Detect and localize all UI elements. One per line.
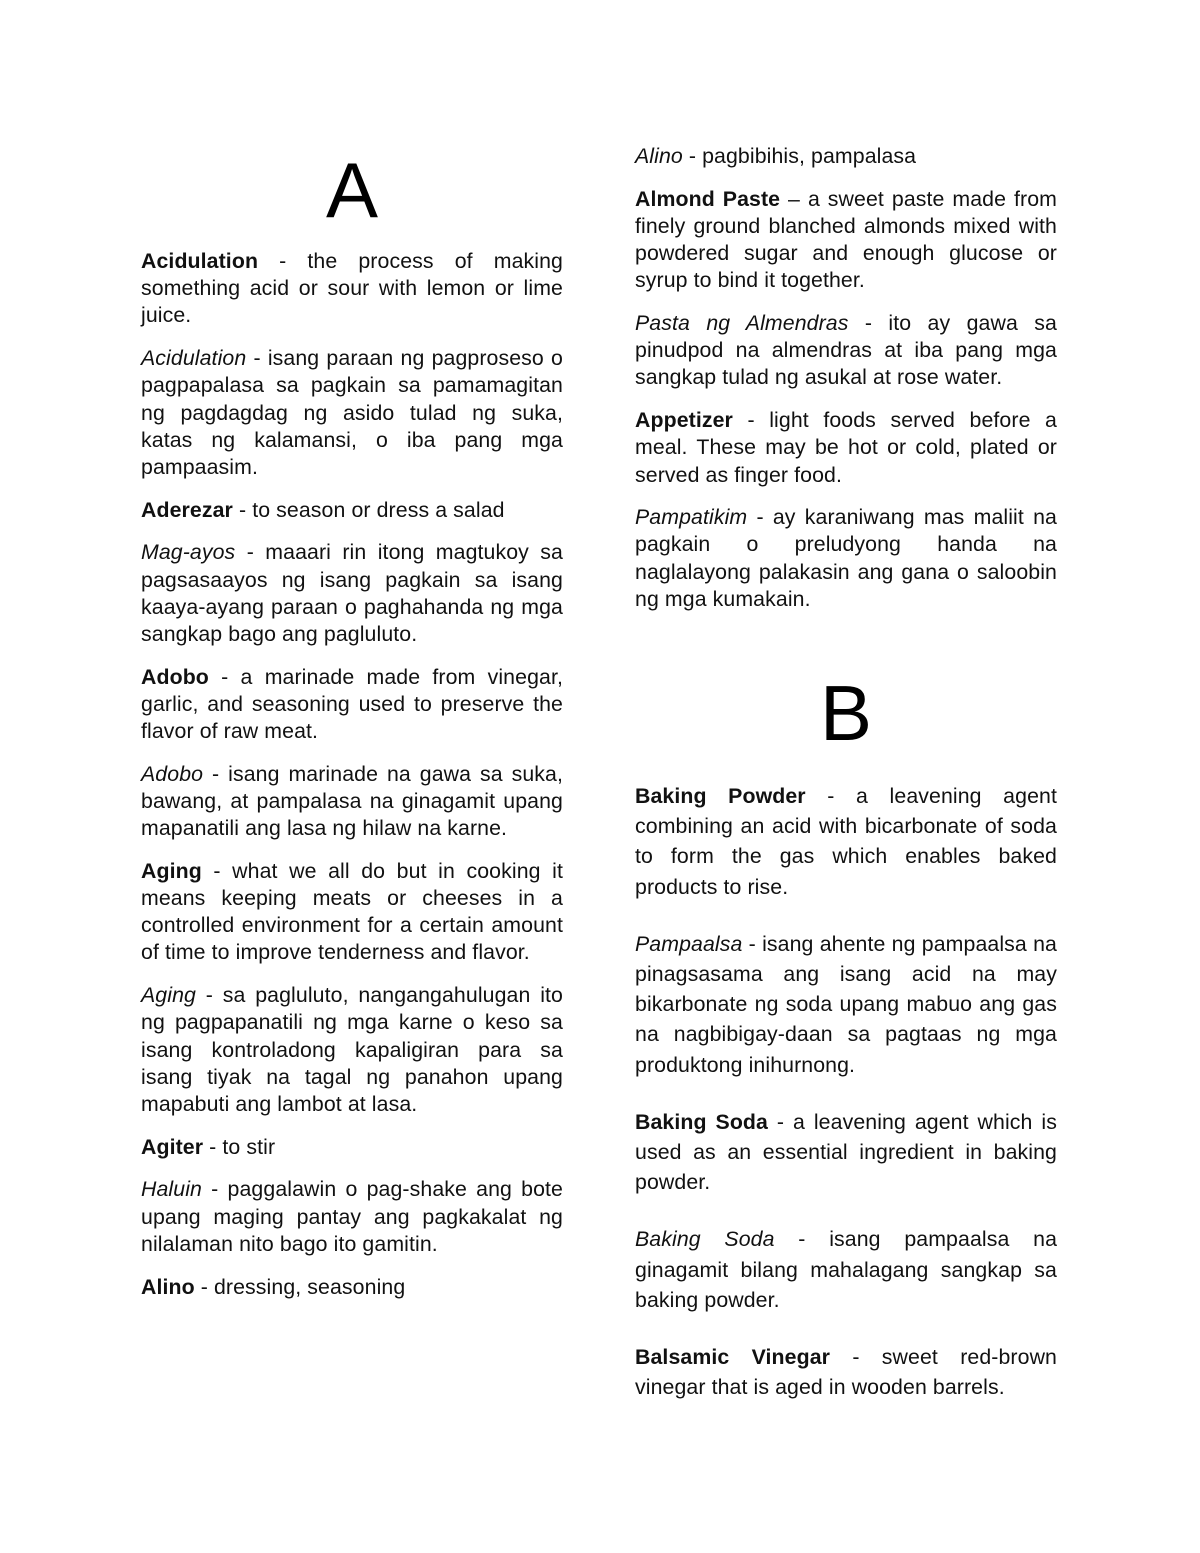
separator: -	[194, 1274, 214, 1299]
definition: paggalawin o pag-shake ang bote upang maging pantay ang pagkakalat ng nilalaman nito bago ito gamitin.	[141, 1177, 563, 1256]
glossary-entry	[635, 407, 1057, 489]
definition: ay karaniwang mas maliit na pagkain o preludyong handa na naglalayong palakasin ang gana o saloobin ng mga kumakain.	[635, 505, 1057, 611]
separator: -	[767, 1109, 793, 1134]
term: Mag-ayos	[141, 540, 236, 565]
term: Almond Paste	[635, 186, 781, 211]
term: Aderezar	[141, 497, 233, 522]
term: Acidulation	[141, 346, 247, 371]
term: Baking Soda	[635, 1227, 775, 1252]
glossary-entry	[141, 248, 563, 330]
separator: -	[830, 1345, 882, 1370]
definition: a sweet paste made from finely ground blanched almonds mixed with powdered sugar and enough glucose or syrup to bind it together.	[635, 186, 1057, 293]
glossary-entry-translation	[635, 504, 1057, 613]
term: Adobo	[141, 664, 209, 689]
left-column	[141, 146, 563, 1316]
term: Pampaalsa	[635, 931, 743, 956]
separator: -	[805, 784, 857, 808]
glossary-entry-translation	[635, 929, 1057, 1080]
glossary-entry-translation	[141, 1176, 563, 1258]
term: Alino	[635, 144, 683, 168]
separator: -	[742, 931, 763, 956]
term: Pasta ng Almendras	[635, 311, 849, 336]
definition: maaari rin itong magtukoy sa pagsasaayos ng isang pagkain sa isang kaaya-ayang paraan o paghahanda ng mga sangkap bago ang pagluluto.	[141, 540, 563, 646]
definition: isang paraan ng pagproseso o pagpapalasa sa pagkain sa pamamagitan ng pagdagdag ng asido tulad ng suka, katas ng kalamansi, o iba pang mga pampaasim.	[141, 346, 563, 479]
term: Alino	[141, 1274, 195, 1299]
separator: -	[848, 311, 889, 336]
glossary-entry	[635, 186, 1057, 295]
glossary-entry-translation	[635, 1224, 1057, 1315]
definition: isang pampaalsa na ginagamit bilang mahalagang sangkap sa baking powder.	[635, 1227, 1058, 1312]
glossary-entry-translation	[635, 143, 1057, 170]
glossary-entry	[635, 1342, 1057, 1402]
separator: -	[208, 664, 241, 689]
term: Haluin	[141, 1177, 202, 1202]
term: Baking Powder	[635, 784, 806, 808]
separator: -	[774, 1227, 830, 1252]
glossary-entry	[635, 1107, 1057, 1198]
glossary-entry	[141, 497, 563, 524]
separator: -	[732, 408, 770, 433]
definition: isang marinade na gawa sa suka, bawang, at pampalasa na ginagamit upang mapanatili ang lasa ng hilaw na karne.	[141, 761, 563, 841]
separator: -	[258, 249, 308, 273]
section-letter-a: A	[325, 146, 379, 234]
term: Balsamic Vinegar	[635, 1345, 831, 1370]
term: Appetizer	[635, 408, 733, 433]
glossary-entry-translation	[141, 761, 563, 843]
glossary-entry	[141, 1274, 563, 1301]
definition: a leavening agent which is used as an essential ingredient in baking powder.	[635, 1109, 1057, 1195]
glossary-entry	[141, 858, 563, 967]
definition: a leavening agent combining an acid with bicarbonate of soda to form the gas which enables baked products to rise.	[635, 784, 1057, 899]
glossary-entry-translation	[141, 345, 563, 481]
definition: light foods served before a meal. These may be hot or cold, plated or served as finger food.	[635, 408, 1057, 487]
definition: isang ahente ng pampaalsa na pinagsasama ang isang acid na may bikarbonate ng soda upang mabuo ang gas na nagbibigay-daan sa pagtaas ng mga produktong inihurnong.	[635, 931, 1057, 1077]
glossary-entry-translation	[635, 310, 1057, 392]
glossary-entry	[141, 664, 563, 746]
definition: sa pagluluto, nangangahulugan ito ng pagpapanatili ng mga karne o keso sa isang kontroladong kapaligiran para sa isang tiyak na tagal ng panahon upang mapabuti ang lambot at lasa.	[141, 983, 563, 1116]
separator: -	[195, 983, 223, 1008]
definition: to season or dress a salad	[252, 497, 505, 522]
glossary-entry	[141, 1134, 563, 1161]
separator: -	[682, 144, 703, 168]
definition: ito ay gawa sa pinudpod na almendras at iba pang mga sangkap tulad ng asukal at rose water.	[635, 311, 1057, 390]
glossary-entry	[635, 781, 1057, 902]
term: Aging	[141, 983, 196, 1008]
separator: –	[780, 186, 808, 211]
term: Agiter	[141, 1134, 204, 1159]
term: Pampatikim	[635, 505, 748, 530]
section-b	[635, 669, 1058, 1429]
term: Acidulation	[141, 249, 259, 273]
term: Aging	[141, 858, 202, 883]
glossary-entry-translation	[141, 539, 563, 648]
glossary-entry-translation	[141, 982, 563, 1118]
separator: -	[201, 858, 233, 883]
right-column	[635, 143, 1057, 629]
definition: pagbibihis, pampalasa	[702, 144, 917, 168]
section-letter-b: B	[819, 669, 873, 757]
separator: -	[203, 761, 229, 786]
separator: -	[246, 346, 268, 371]
separator: -	[232, 497, 253, 522]
separator: -	[201, 1177, 228, 1202]
definition: what we all do but in cooking it means keeping meats or cheeses in a controlled environment for a certain amount of time to improve tenderness and flavor.	[141, 858, 563, 965]
separator: -	[203, 1134, 223, 1159]
term: Adobo	[141, 761, 204, 786]
definition: a marinade made from vinegar, garlic, and seasoning used to preserve the flavor of raw meat.	[141, 664, 563, 744]
separator: -	[747, 505, 773, 530]
separator: -	[235, 540, 266, 565]
definition: the process of making something acid or sour with lemon or lime juice.	[141, 249, 563, 328]
definition: dressing, seasoning	[213, 1274, 406, 1299]
definition: sweet red-brown vinegar that is aged in wooden barrels.	[635, 1345, 1057, 1400]
term: Baking Soda	[635, 1109, 768, 1134]
definition: to stir	[222, 1134, 276, 1159]
